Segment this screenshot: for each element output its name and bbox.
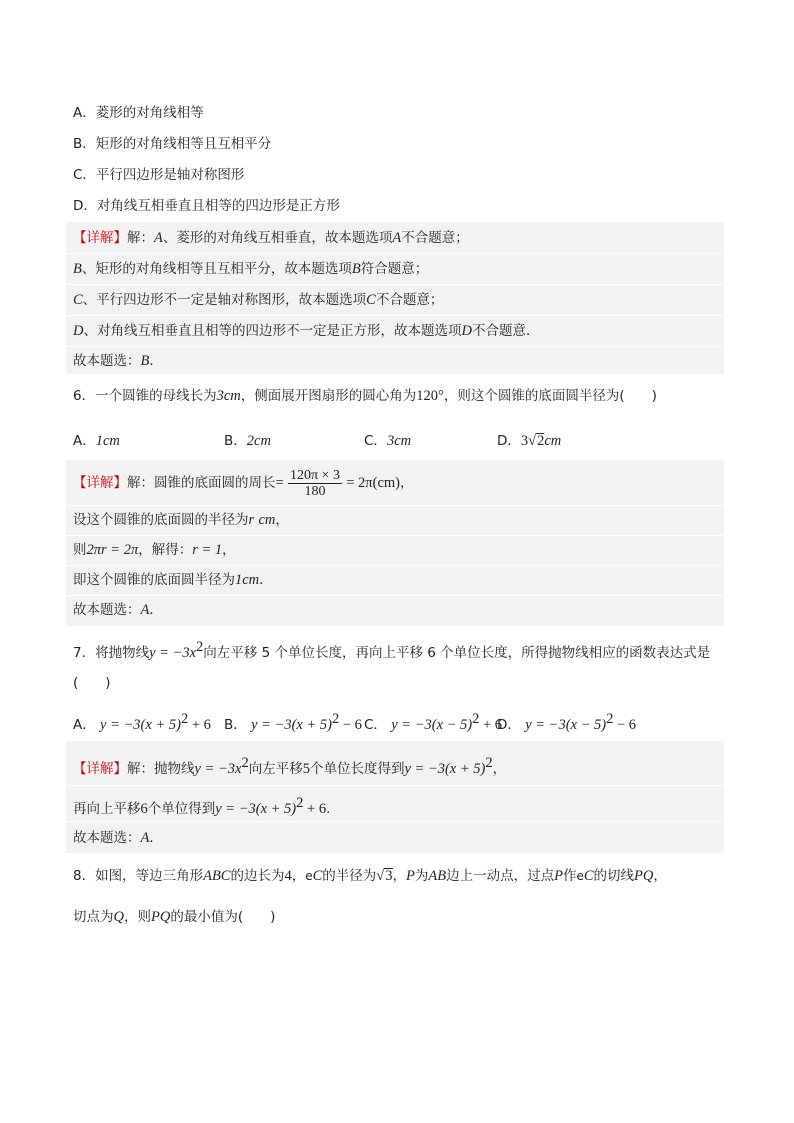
q6-stem: 6．一个圆锥的母线长为3cm，侧面展开图扇形的圆心角为120°，则这个圆锥的底面圆半径为( )	[73, 388, 657, 404]
q6-option-d: D．3√2cm	[497, 433, 562, 449]
fraction-numerator: 120π × 3	[289, 467, 340, 483]
q7-option-c: C． $y = -3(x - 5)^2 + 6$	[364, 711, 503, 733]
circle-symbol: e	[305, 869, 313, 883]
q7-solution-line-1: 【详解】解：抛物线$y = -3x^2$向左平移5个单位长度得到$y = -3(x + 5)^2$，	[73, 755, 507, 777]
solution-tag: 【详解】	[73, 475, 127, 491]
q5-option-b: B．矩形的对角线相等且互相平分	[73, 136, 272, 152]
q7-option-b: B． $y = -3(x + 5)^2 - 6$	[224, 711, 362, 733]
q6-option-b: B．2cm	[224, 433, 271, 449]
q5-solution-line-2: B、矩形的对角线相等且互相平分，故本题选项B符合题意；	[73, 261, 429, 277]
q6-solution-line-4: 即这个圆锥的底面圆半径为1cm．	[73, 572, 273, 588]
q6-solution-line-2: 设这个圆锥的底面圆的半径为r cm，	[73, 512, 289, 528]
q5-option-c: C．平行四边形是轴对称图形	[73, 167, 245, 183]
sqrt-radicand: 2	[537, 433, 545, 449]
q5-solution-box	[66, 222, 724, 374]
q6-solution-box	[66, 460, 724, 626]
q7-solution-box	[66, 741, 724, 853]
q8-stem-line-1: 8．如图，等边三角形ABC的边长为4，eC的半径为√3，P为AB边上一动点，过点P作eC的切线PQ，	[73, 868, 667, 884]
q6-solution-line-1: 【详解】解：圆锥的底面圆的周长= $\frac{120\pi \times 3}{180}$ = 2π(cm)，	[73, 467, 414, 499]
q7-stem-line-2: ( )	[73, 675, 111, 691]
q6-option-a: A．1cm	[73, 433, 120, 449]
q7-solution-line-2: 再向上平移6个单位得到$y = -3(x + 5)^2 + 6$．	[73, 795, 340, 817]
divider	[66, 785, 724, 786]
solution-tag: 【详解】	[73, 761, 127, 777]
q5-option-a: A．菱形的对角线相等	[73, 105, 204, 121]
divider	[66, 821, 724, 822]
q5-solution-line-3: C、平行四边形不一定是轴对称图形，故本题选项C不合题意；	[73, 292, 444, 308]
q6-solution-line-3: 则2πr = 2π，解得：r = 1，	[73, 542, 236, 558]
q7-answer: 故本题选：A．	[73, 830, 163, 846]
solution-tag: 【详解】	[73, 230, 127, 246]
q6-option-c: C．3cm	[364, 433, 412, 449]
q7-stem-line-1: 7．将抛物线$y = -3x^2$向左平移 5 个单位长度，再向上平移 6 个单位长度，所得抛物线相应的函数表达式是	[73, 639, 711, 661]
q5-answer: 故本题选：B．	[73, 353, 163, 369]
q5-solution-line-1: 【详解】解：A、菱形的对角线互相垂直，故本题选项A不合题意；	[73, 230, 469, 246]
circle-symbol: e	[576, 869, 584, 883]
q7-option-a: A． $y = -3(x + 5)^2 + 6$	[73, 711, 211, 733]
q5-solution-line-4: D、对角线互相垂直且相等的四边形不一定是正方形，故本题选项D不合题意．	[73, 323, 540, 339]
q8-stem-line-2: 切点为Q，则PQ的最小值为( )	[73, 909, 276, 925]
fraction	[288, 468, 342, 499]
q6-answer: 故本题选：A．	[73, 602, 163, 618]
fraction-denominator: 180	[304, 483, 326, 499]
q7-option-d: D． $y = -3(x - 5)^2 - 6$	[497, 711, 637, 733]
sqrt-radicand: 3	[385, 868, 393, 884]
q5-option-d: D．对角线互相垂直且相等的四边形是正方形	[73, 198, 340, 214]
